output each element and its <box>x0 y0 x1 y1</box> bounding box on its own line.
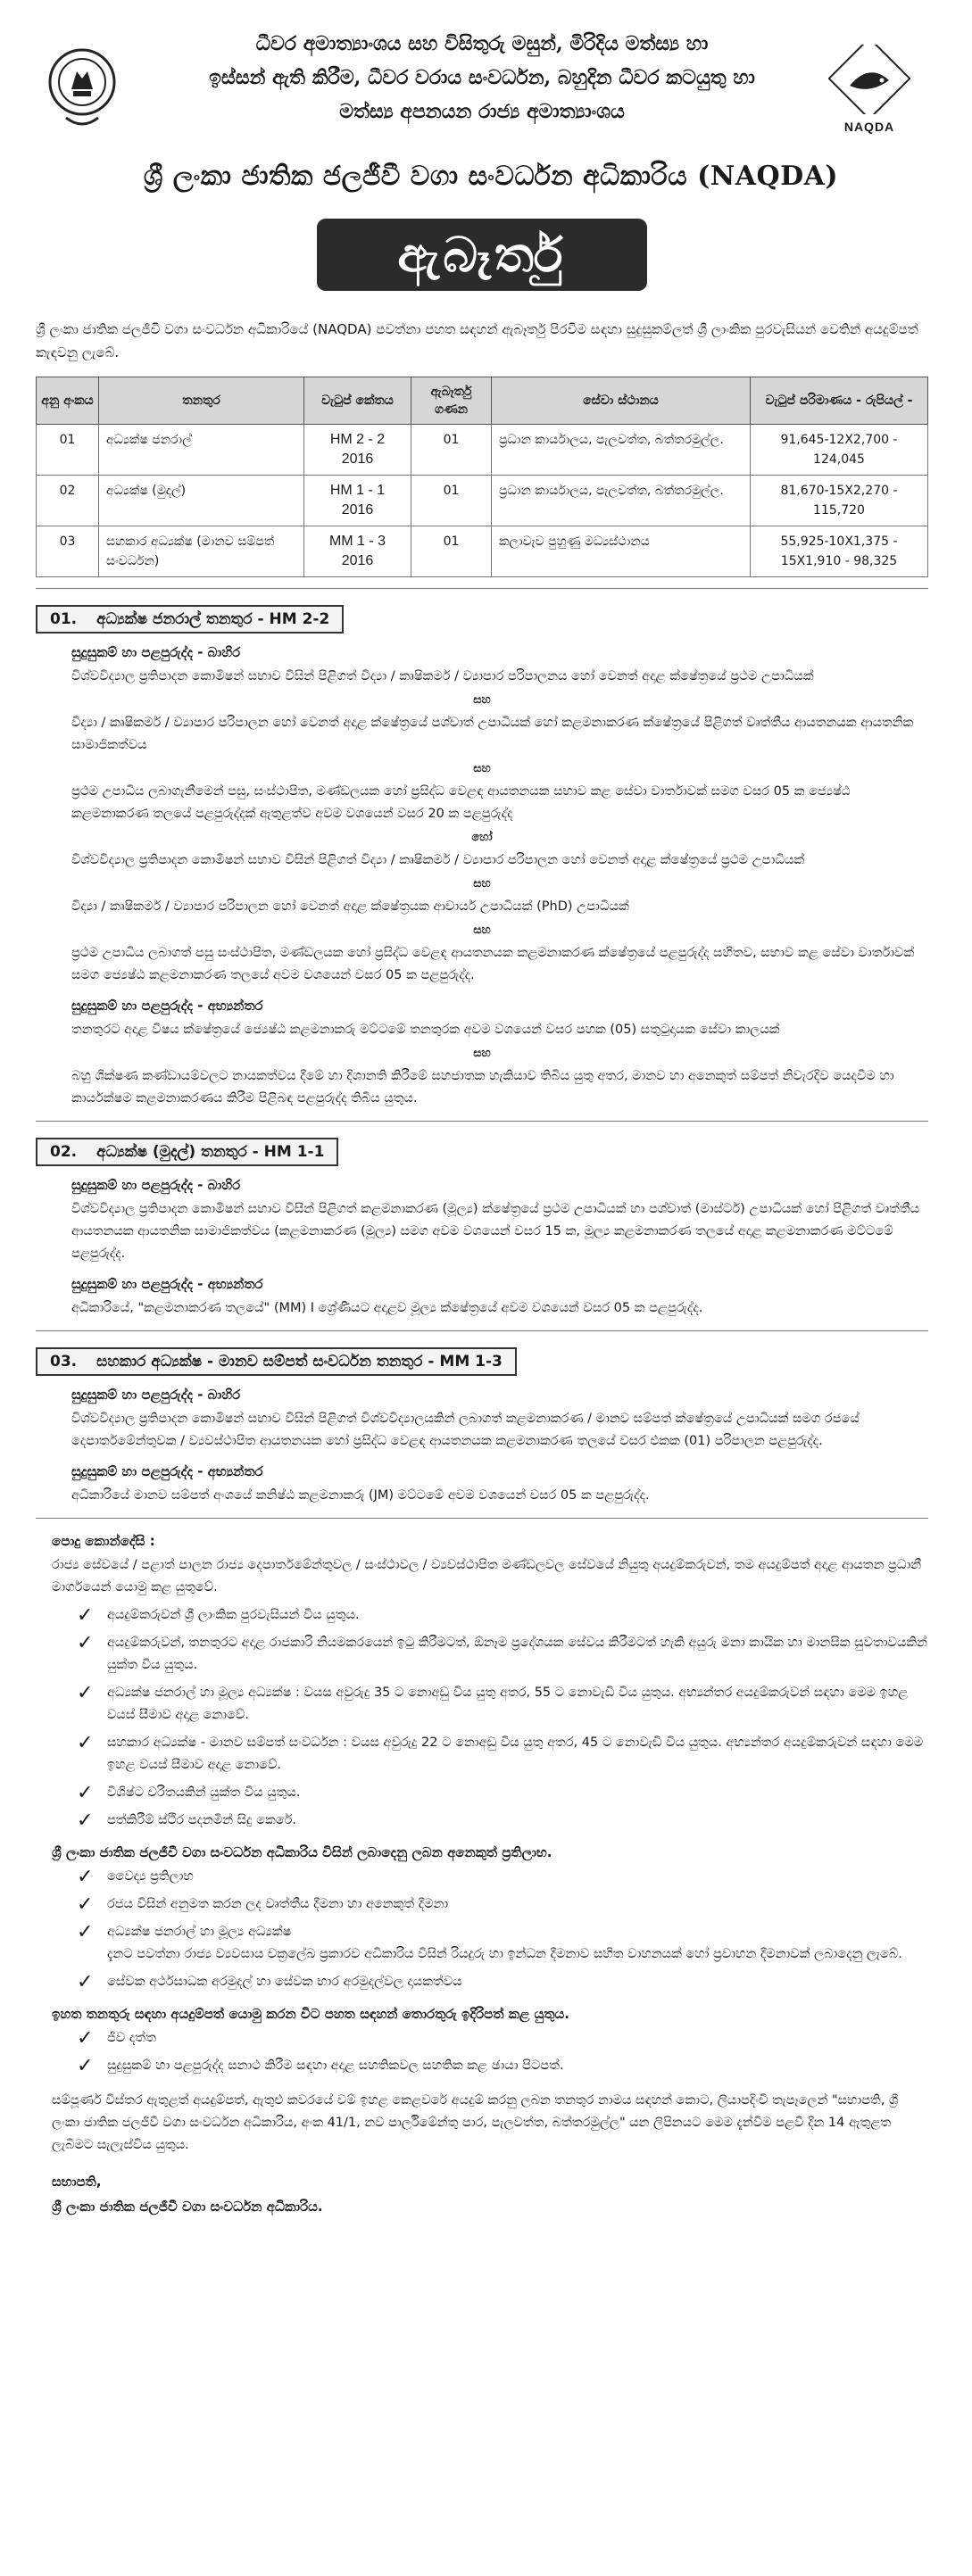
cell-no: 01 <box>37 425 99 476</box>
cell-station: ප්‍රධාන කාර්යාලය, පැලවත්ත, බත්තරමුල්ල. <box>492 476 751 526</box>
ministry-title: ධීවර අමාත්‍යාංශය සහ විසිතුරු මසුන්, මිරිදිය මත්ස්‍ය හා ඉස්සන් ඇති කිරීම, ධීවර වරාය සංවර්ධන, බහුදින ධීවර කටයුතු හා මත්ස්‍ය අපනයන රාජ්‍ය අමාත්‍යාංශය <box>209 32 755 123</box>
col-post: තනතුර <box>99 377 304 425</box>
conjunction: සහ <box>473 762 491 775</box>
section-director-finance <box>36 1121 928 1320</box>
qualification-text: විශ්වවිද්‍යාල ප්‍රතිපාදන කොමිෂන් සභාව විසින් පිළිගත් විද්‍යා / කෘෂිකර්ම / ව්‍යාපාර පරිපාලන හෝ වෙනත් අදාළ ක්ෂේත්‍රයේ ප්‍රථම උපාධියක් <box>71 853 805 867</box>
general-conditions <box>36 1518 928 2219</box>
internal-qualifications-heading: සුදුසුකම් හා පළපුරුද්ද - අභ්‍යන්තර <box>71 998 263 1014</box>
check-icon: ✓ <box>77 1782 94 1804</box>
col-salary: වැටුප් පරිමාණය - රුපියල් - <box>751 377 928 425</box>
cell-salary: 91,645-12X2,700 - 124,045 <box>751 425 928 476</box>
closing-instructions: සම්පූර්ණ විස්තර ඇතුළත් අයදුම්පත්, ඇතුළු කවරයේ වම් ඉහළ කෙළවරේ අයදුම් කරනු ලබන තනතුර නාමය සඳහන් කොට, ලියාපදිංචි තැපෑලෙන් "සභාපති, ශ්‍රී ලංකා ජාතික ජලජීවී වගා සංවර්ධන අධිකාරිය, අංක 41/1, නව පාර්ලිමේන්තු පාර, පැලවත්ත, බත්තරමුල්ල" යන ලිපිනයට මෙම දැන්වීම පළවී දින 14 ඇතුළත ලැබීමට සැලැස්විය යුතුය. <box>52 2093 899 2152</box>
list-item: ✓ රජය විසින් අනුමත කරන ලද වෘත්තීය දීමනා හා අනෙකුත් දීමනා <box>77 1893 449 1916</box>
cell-count: 01 <box>411 526 492 577</box>
section-assistant-director-hr <box>36 1330 928 1507</box>
qualification-text: විශ්වවිද්‍යාල ප්‍රතිපාදන කොමිෂන් සභාව විසින් පිළිගත් කළමනාකරණ (මූල්‍ය) ක්ෂේත්‍රයේ ප්‍රථම උපාධියක් හා පශ්චාත් (මාස්ටර්) උපාධියක් හෝ පිළිගත් වෘත්තීය ආයතනයක ආයතනික සාමාජිකත්වය (කළමනාකරණ (මූල්‍ය) සමග අවම වශයෙන් වසර 15 ක, මූල්‍ය කළමනාකරණ තලයේ අදාළ කළමනාකරණ මට්ටමේ පළපුරුද්ද. <box>71 1202 920 1261</box>
external-qualifications-heading: සුදුසුකම් හා පළපුරුද්ද - බාහිර <box>71 1177 241 1193</box>
list-item: ✓ ජීව දත්ත <box>77 2027 156 2050</box>
vehicle-note: දැනට පවත්නා රාජ්‍ය ව්‍යවසාය චක්‍රලේඛ ප්‍රකාරව අධිකාරිය විසින් රියදුරු හා ඉන්ධන දීමනාව සහිත වාහනයක් හෝ ප්‍රවාහන දීමනාවක් ලබාදෙනු ලැබේ. <box>107 1947 902 1961</box>
cell-code: HM 2 - 2 2016 <box>304 425 411 476</box>
qualification-text: අධිකාරියේ, "කළමනාකරණ තලයේ" (MM) I ශ්‍රේණියට අදාළව මූල්‍ය ක්ෂේත්‍රයේ අවම වශයෙන් වසර 05 ක පළපුරුද්ද. <box>71 1301 703 1315</box>
check-icon: ✓ <box>77 2055 94 2077</box>
list-item: ✓ අධ්‍යක්ෂ ජනරාල් හා මූල්‍ය අධ්‍යක්ෂ දැනට පවත්නා රාජ්‍ය ව්‍යවසාය චක්‍රලේඛ ප්‍රකාරව අධිකාරිය විසින් රියදුරු හා ඉන්ධන දීමනාව සහිත වාහනයක් හෝ ප්‍රවාහන දීමනාවක් ලබාදෙනු ලැබේ. <box>71 1921 928 1966</box>
table-row <box>37 425 928 476</box>
general-conditions-list <box>71 1604 928 1832</box>
qualification-text: විශ්වවිද්‍යාල ප්‍රතිපාදන කොමිෂන් සභාව විසින් පිළිගත් විද්‍යා / කෘෂිකර්ම / ව්‍යාපාර පරිපාලනය හෝ වෙනත් අදාළ ක්ෂේත්‍රයේ ප්‍රථම උපාධියක් <box>71 669 814 683</box>
cell-no: 03 <box>37 526 99 577</box>
table-row <box>37 476 928 526</box>
qualification-text: බහු ශික්ෂණ කණ්ඩායම්වලට නායකත්වය දීමේ හා දිශානති කිරීමේ සහජාතක හැකියාව තිබිය යුතු අතර, මානව හා අනෙකුත් සම්පත් නිවැරදිව යෙදවීම හා කාර්යක්ෂම කළමනාකරණය කිරීම පිළිබඳ පළපුරුද්ද තිබිය යුතුය. <box>71 1069 894 1106</box>
list-item: ✓ අයදුම්කරුවන් ශ්‍රී ලාංකික පුරවැසියන් විය යුතුය. <box>77 1604 360 1627</box>
check-icon: ✓ <box>77 1810 94 1832</box>
general-intro: රාජ්‍ය සේවයේ / පළාත් පාලන රාජ්‍ය දෙපාර්තමේන්තුවල / සංස්ථාවල / ව්‍යවස්ථාපිත මණ්ඩලවල සේවයේ නියුතු අයදුම්කරුවන්, තම අයදුම්පත් අදාළ ආයතන ප්‍රධානී මාර්ගයෙන් යොමු කළ යුතුවේ. <box>52 1558 922 1594</box>
check-icon: ✓ <box>77 1921 94 1943</box>
internal-qualifications-heading: සුදුසුකම් හා පළපුරුද්ද - අභ්‍යන්තර <box>71 1463 263 1479</box>
qualification-text: විද්‍යා / කෘෂිකර්ම / ව්‍යාපාර පරිපාලන හෝ වෙනත් අදාළ ක්ෂේත්‍රයේ පශ්චාත් උපාධියක් හෝ කළමනාකරණ ක්ෂේත්‍රයේ පිළිගත් වෘත්තීය ආයතනයක ආයතනික සාමාජිකත්වය <box>71 716 914 752</box>
section-title: 02. අධ්‍යක්ෂ (මුදල්) තනතුර - HM 1-1 <box>36 1138 338 1166</box>
check-icon: ✓ <box>77 1971 94 1993</box>
documents-list <box>71 2027 928 2077</box>
cell-no: 02 <box>37 476 99 526</box>
conjunction: සහ <box>473 924 491 937</box>
intro-text: ශ්‍රී ලංකා ජාතික ජලජීවී වගා සංවර්ධන අධිකාරියේ (NAQDA) පවත්නා පහත සඳහන් ඇබෑර්තු පිරවීම සඳහා සුදුසුකම්ලත් ශ්‍රී ලාංකික පුරවැසියන් වෙතින් අයදුම්පත් කැඳවනු ලැබේ. <box>36 321 918 360</box>
benefits-heading: ශ්‍රී ලංකා ජාතික ජලජීවී වගා සංවර්ධන අධිකාරිය විසින් ලබාදෙනු ලබන අනෙකුත් ප්‍රතිලාභ. <box>52 1844 552 1860</box>
advertisement-page <box>36 18 928 2561</box>
signatory-org: ශ්‍රී ලංකා ජාතික ජලජීවී වගා සංවර්ධන අධිකාරිය. <box>52 2199 323 2215</box>
cell-post: අධ්‍යක්ෂ ජනරාල් <box>99 425 304 476</box>
list-item: ✓ වෛද්‍ය ප්‍රතිලාභ <box>77 1866 194 1888</box>
benefits-list <box>71 1866 928 1993</box>
qualification-text: අධිකාරියේ මානව සම්පත් අංශයේ කනිෂ්ඨ කළමනාකරු (JM) මට්ටමේ අවම වශයෙන් වසර 05 ක පළපුරුද්ද. <box>71 1488 650 1503</box>
list-item: ✓ අධ්‍යක්ෂ ජනරාල් හා මූල්‍ය අධ්‍යක්ෂ : වයස අවුරුදු 35 ට නොඅඩු විය යුතු අතර, 55 ට නොවැඩි විය යුතුය. අභ්‍යන්තර අයදුම්කරුවන් සඳහා මෙම ඉහළ වයස් සීමාව අදාළ නොවේ. <box>77 1682 909 1722</box>
qualification-text: විශ්වවිද්‍යාල ප්‍රතිපාදන කොමිෂන් සභාව විසින් පිළිගත් විශ්වවිද්‍යාලයකින් ලබාගත් කළමනාකරණ / මානව සම්පත් ක්ෂේත්‍රයේ උපාධියක් සමග රජයේ දෙපාර්තමේන්තුවක / ව්‍යවස්ථාපිත ආයතනයක හෝ ප්‍රසිද්ධ වෙළඳ ආයතනයක කළමනාකරණ තලයේ වසර එකක (01) පරිපාලන පළපුරුද්ද. <box>71 1412 860 1448</box>
cell-code: MM 1 - 3 2016 <box>304 526 411 577</box>
check-icon: ✓ <box>77 1893 94 1916</box>
conjunction: හෝ <box>471 831 493 844</box>
section-title: 01. අධ්‍යක්ෂ ජනරාල් තනතුර - HM 2-2 <box>36 605 344 634</box>
vacancies-banner: ඇබෑර්තු <box>317 219 646 291</box>
check-icon: ✓ <box>77 2027 94 2050</box>
cell-salary: 55,925-10X1,375 - 15X1,910 - 98,325 <box>751 526 928 577</box>
naqda-logo-icon <box>828 45 910 114</box>
conjunction: සහ <box>473 877 491 890</box>
cell-station: කලාවැව පුහුණු මධ්‍යස්ථානය <box>492 526 751 577</box>
qualification-text: ප්‍රථම උපාධිය ලබාගැනීමෙන් පසු, සංස්ථාපිත, මණ්ඩලයක හෝ ප්‍රසිද්ධ වෙළඳ ආයතනයක සභාව කළ සේවා වාර්තාවක් සමග වසර 05 ක ජ්‍යෙෂ්ඨ කළමනාකරණ තලයේ පළපුරුද්දක් ඇතුළත්ව අවම වශයෙන් වසර 20 ක පළපුරුද්ද <box>71 784 851 821</box>
list-item: ✓ අයදුම්කරුවන්, තනතුරට අදාළ රාජකාරි නියමකරයෙන් ඉටු කිරීමටත්, ඕනෑම ප්‍රදේශයක සේවය කිරීමටත් හැකි අයුරු මනා කායික හා මානසික සුවතාවයකින් යුක්ත විය යුතුය. <box>77 1632 927 1672</box>
col-count: ඇබෑර්තු ගණන <box>411 377 492 425</box>
conjunction: සහ <box>473 693 491 707</box>
list-item: ✓ සේවක අර්ථසාධක අරමුදල් හා සේවක භාර අරමුදල්වල දායකත්වය <box>77 1971 462 1993</box>
col-station: සේවා ස්ථානය <box>492 377 751 425</box>
section-director-general <box>36 588 928 1110</box>
check-icon: ✓ <box>77 1604 94 1627</box>
naqda-logo: NAQDA <box>828 45 910 134</box>
check-icon: ✓ <box>77 1632 94 1654</box>
list-item: ✓ විශිෂ්ට චරිතයකින් යුක්ත විය යුතුය. <box>77 1782 301 1804</box>
authority-title: ශ්‍රී ලංකා ජාතික ජලජීවී වගා සංවර්ධන අධිකාරිය (NAQDA) <box>143 161 839 192</box>
check-icon: ✓ <box>77 1682 94 1704</box>
signature-block <box>52 2169 928 2219</box>
documents-heading: ඉහත තනතුරු සඳහා අයදුම්පත් යොමු කරන විට පහත සඳහන් තොරතුරු ඉදිරිපත් කළ යුතුය. <box>52 2006 570 2022</box>
col-no: අනු අංකය <box>37 377 99 425</box>
table-header-row <box>37 377 928 425</box>
internal-qualifications-heading: සුදුසුකම් හා පළපුරුද්ද - අභ්‍යන්තර <box>71 1276 263 1292</box>
signatory-title: සභාපති, <box>52 2174 102 2190</box>
qualification-text: තනතුරට අදාළ විෂය ක්ෂේත්‍රයේ ජ්‍යෙෂ්ඨ කළමනාකරු මට්ටමේ තනතුරක අවම වශයෙන් වසර පහක (05) සතුටුදායක සේවා කාලයක් <box>71 1023 780 1037</box>
general-conditions-heading: පොදු කොන්දේසි : <box>52 1533 155 1549</box>
list-item: ✓ පත්කිරීම් ස්ථිර පදනමින් සිදු කෙරේ. <box>77 1810 296 1832</box>
cell-count: 01 <box>411 425 492 476</box>
list-item: ✓ සුදුසුකම් හා පළපුරුද්ද සනාථ කිරීම සඳහා අදාළ සහතිකවල සහතික කළ ඡායා පිටපත්. <box>77 2055 564 2077</box>
check-icon: ✓ <box>77 1732 94 1754</box>
check-icon: ✓ <box>77 1866 94 1888</box>
qualification-text: ප්‍රථම උපාධිය ලබාගත් පසු සංස්ථාපිත, මණ්ඩලයක හෝ ප්‍රසිද්ධ වෙළඳ ආයතනයක කළමනාකරණ ක්ෂේත්‍රයේ පළපුරුද්ද සහිතව, සභාව කළ සේවා වාර්තාවක් සමග ජ්‍යෙෂ්ඨ කළමනාකරණ තලයේ අවම වශයෙන් වසර 05 ක පළපුරුද්ද. <box>71 946 915 982</box>
positions-table <box>36 377 928 577</box>
external-qualifications-heading: සුදුසුකම් හා පළපුරුද්ද - බාහිර <box>71 644 241 660</box>
cell-post: අධ්‍යක්ෂ (මුදල්) <box>99 476 304 526</box>
section-title: 03. සහකාර අධ්‍යක්ෂ - මානව සම්පත් සංවර්ධන තනතුර - MM 1-3 <box>36 1347 517 1376</box>
cell-code: HM 1 - 1 2016 <box>304 476 411 526</box>
list-item: ✓ සහකාර අධ්‍යක්ෂ - මානව සම්පත් සංවර්ධන : වයස අවුරුදු 22 ට නොඅඩු විය යුතු අතර, 45 ට නොවැඩි විය යුතුය. අභ්‍යන්තර අයදුම්කරුවන් සඳහා මෙම ඉහළ වයස් සීමාව අදාළ නොවේ. <box>77 1732 924 1772</box>
external-qualifications-heading: සුදුසුකම් හා පළපුරුද්ද - බාහිර <box>71 1387 241 1403</box>
sri-lanka-emblem-icon <box>46 45 118 130</box>
table-row <box>37 526 928 577</box>
conjunction: සහ <box>473 1047 491 1060</box>
cell-count: 01 <box>411 476 492 526</box>
col-code: වැටුප් කේතය <box>304 377 411 425</box>
qualification-text: විද්‍යා / කෘෂිකර්ම / ව්‍යාපාර පරිපාලන හෝ වෙනත් අදාළ ක්ෂේත්‍රයක ආචාර්ය උපාධියක් (PhD) උපාධියක් <box>71 899 629 914</box>
cell-station: ප්‍රධාන කාර්යාලය, පැලවත්ත, බත්තරමුල්ල. <box>492 425 751 476</box>
cell-salary: 81,670-15X2,270 - 115,720 <box>751 476 928 526</box>
header <box>36 18 928 201</box>
cell-post: සහකාර අධ්‍යක්ෂ (මානව සම්පත් සංවර්ධන) <box>99 526 304 577</box>
